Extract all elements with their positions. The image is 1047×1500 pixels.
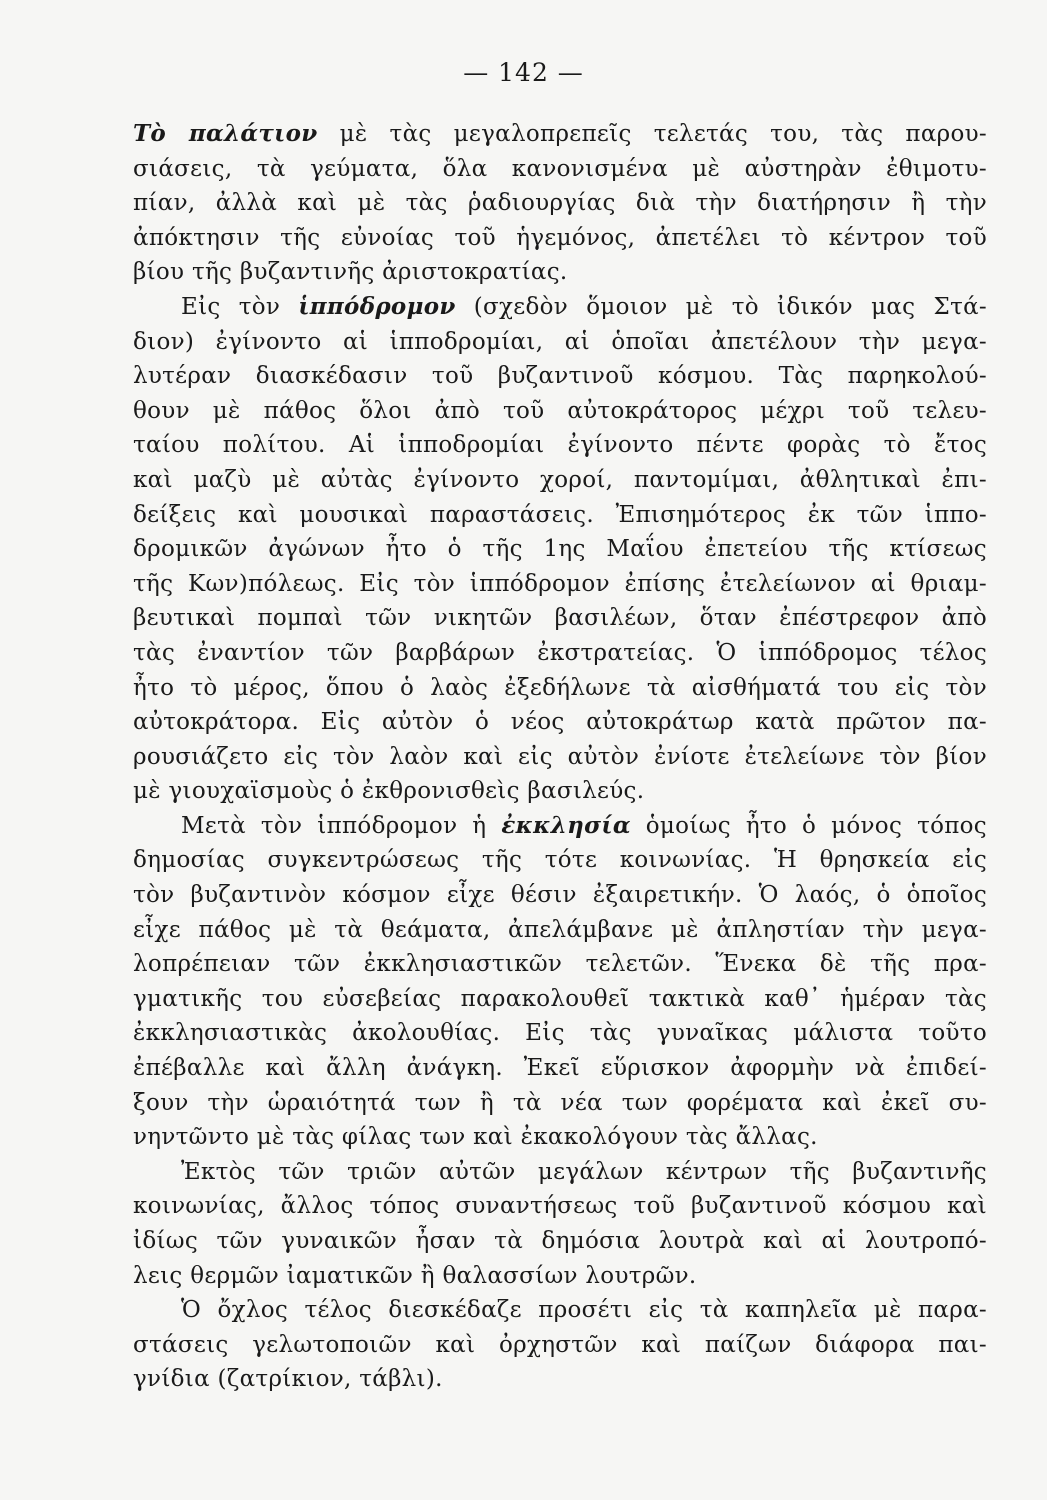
text-line [133, 532, 987, 567]
page-number: — 142 — [463, 58, 584, 87]
line-text: βίου τῆς βυζαντινῆς ἀριστοκρατίας. [133, 259, 568, 286]
line-text: ἰδίως τῶν γυναικῶν ἦσαν τὰ δημόσια λουτρὰ καὶ αἱ λουτροπό- [133, 1228, 987, 1254]
line-text: Ὁ ὄχλος τέλος διεσκέδαζε προσέτι εἰς τὰ καπηλεῖα μὲ παρα- [181, 1297, 987, 1324]
text-line [133, 913, 987, 948]
text-line [133, 1155, 987, 1190]
line-text: θουν μὲ πάθος ὅλοι ἀπὸ τοῦ αὐτοκράτορος μέχρι τοῦ τελευ- [133, 397, 987, 424]
line-text: εἶχε πάθος μὲ τὰ θεάματα, ἀπελάμβανε μὲ ἀπληστίαν τὴν μεγα- [133, 916, 987, 943]
text-line [133, 117, 987, 152]
text-line [133, 221, 987, 256]
text-line [133, 498, 987, 533]
line-text: ξουν τὴν ὡραιότητά των ἢ τὰ νέα των φορέματα καὶ ἐκεῖ συ- [133, 1089, 987, 1116]
line-text: ταίου πολίτου. Αἱ ἱπποδρομίαι ἐγίνοντο πέντε φορὰς τὸ ἔτος [133, 432, 987, 459]
text-line [133, 186, 987, 221]
line-text: (σχεδὸν ὅμοιον μὲ τὸ ἰδικόν μας Στά- [455, 293, 987, 320]
line-text: καὶ μαζὺ μὲ αὐτὰς ἐγίνοντο χοροί, παντομίμαι, ἀθλητικαὶ ἐπι- [133, 466, 987, 493]
line-text: μὲ τὰς μεγαλοπρεπεῖς τελετάς του, τὰς παρου- [317, 121, 987, 147]
line-text: ἐπέβαλλε καὶ ἄλλη ἀνάγκη. Ἐκεῖ εὕρισκον ἀφορμὴν νὰ ἐπιδεί- [133, 1055, 987, 1082]
text-line [133, 601, 987, 636]
line-text: Εἰς τὸν [181, 293, 299, 320]
line-text: ἦτο τὸ μέρος, ὅπου ὁ λαὸς ἐξεδήλωνε τὰ αἰσθήματά του εἰς τὸν [133, 674, 987, 701]
line-text: Ἐκτὸς τῶν τριῶν αὐτῶν μεγάλων κέντρων τῆς βυζαντινῆς [181, 1158, 987, 1185]
text-line [133, 1293, 987, 1328]
text-line [133, 705, 987, 740]
line-text: ἐκκλησιαστικὰς ἀκολουθίας. Εἰς τὰς γυναῖκας μάλιστα τοῦτο [133, 1020, 987, 1047]
line-text: δρομικῶν ἀγώνων ἦτο ὁ τῆς 1ης Μαΐου ἐπετείου τῆς κτίσεως [133, 536, 987, 563]
line-text: λυτέραν διασκέδασιν τοῦ βυζαντινοῦ κόσμου. Τὰς παρηκολού- [133, 363, 987, 390]
line-text: μὲ γιουχαϊσμοὺς ὁ ἐκθρονισθεὶς βασιλεύς. [133, 778, 645, 805]
text-line [133, 636, 987, 671]
paragraph [133, 1293, 987, 1397]
text-line [133, 1259, 987, 1294]
text-line [133, 1016, 987, 1051]
text-line [133, 878, 987, 913]
emphasized-term: ἐκκλησία [501, 811, 631, 839]
text-line [133, 982, 987, 1017]
paragraph [133, 809, 987, 1155]
line-text: κοινωνίας, ἄλλος τόπος συναντήσεως τοῦ βυζαντινοῦ κόσμου καὶ [133, 1193, 987, 1220]
line-text: ὁμοίως ἦτο ὁ μόνος τόπος [630, 812, 987, 839]
line-text: βευτικαὶ πομπαὶ τῶν νικητῶν βασιλέων, ὅταν ἐπέστρεφον ἀπὸ [133, 605, 987, 632]
line-text: τὰς ἐναντίον τῶν βαρβάρων ἐκστρατείας. Ὁ ἱππόδρομος τέλος [133, 639, 987, 666]
line-text: γνίδια (ζατρίκιον, τάβλι). [133, 1366, 443, 1393]
line-text: πίαν, ἀλλὰ καὶ μὲ τὰς ῥαδιουργίας διὰ τὴν διατήρησιν ἢ τὴν [133, 190, 987, 217]
text-line [133, 428, 987, 463]
line-text: τὸν βυζαντινὸν κόσμον εἶχε θέσιν ἐξαιρετικήν. Ὁ λαός, ὁ ὁποῖος [133, 882, 987, 909]
line-text: γματικῆς του εὐσεβείας παρακολουθεῖ τακτικὰ καθ᾽ ἡμέραν τὰς [133, 985, 987, 1012]
text-line [133, 463, 987, 498]
line-text: ρουσιάζετο εἰς τὸν λαὸν καὶ εἰς αὐτὸν ἐνίοτε ἐτελείωνε τὸν βίον [133, 743, 987, 770]
text-line [133, 567, 987, 602]
line-text: λοπρέπειαν τῶν ἐκκλησιαστικῶν τελετῶν. Ἕνεκα δὲ τῆς πρα- [133, 951, 987, 978]
text-line [133, 1224, 987, 1259]
line-text: νηντῶντο μὲ τὰς φίλας των καὶ ἐκακολόγουν τὰς ἄλλας. [133, 1124, 818, 1151]
text-line [133, 394, 987, 429]
text-line [133, 809, 987, 844]
text-line [133, 843, 987, 878]
line-text: σιάσεις, τὰ γεύματα, ὅλα κανονισμένα μὲ αὐστηρὰν ἐθιμοτυ- [133, 155, 987, 182]
line-text: διον) ἐγίνοντο αἱ ἱπποδρομίαι, αἱ ὁποῖαι ἀπετέλουν τὴν μεγα- [133, 328, 987, 355]
text-line [133, 671, 987, 706]
line-text: λεις θερμῶν ἰαματικῶν ἢ θαλασσίων λουτρῶν. [133, 1262, 697, 1289]
paragraph [133, 1155, 987, 1293]
line-text: τῆς Κων)πόλεως. Εἰς τὸν ἱππόδρομον ἐπίσης ἐτελείωνον αἱ θριαμ- [133, 570, 987, 597]
text-line [133, 325, 987, 360]
text-line [133, 1328, 987, 1363]
line-text: δείξεις καὶ μουσικαὶ παραστάσεις. Ἐπισημότερος ἐκ τῶν ἱππο- [133, 501, 987, 528]
paragraph [133, 117, 987, 290]
line-text: στάσεις γελωτοποιῶν καὶ ὀρχηστῶν καὶ παίζων διάφορα παι- [133, 1331, 987, 1358]
text-line [133, 1086, 987, 1121]
text-line [133, 947, 987, 982]
text-line [133, 359, 987, 394]
text-line [133, 740, 987, 775]
line-text: ἀπόκτησιν τῆς εὐνοίας τοῦ ἡγεμόνος, ἀπετέλει τὸ κέντρον τοῦ [133, 224, 987, 251]
emphasized-term: Τὸ παλάτιον [133, 120, 318, 147]
line-text: Μετὰ τὸν ἱππόδρομον ἡ [181, 812, 502, 839]
text-line [133, 1189, 987, 1224]
line-text: αὐτοκράτορα. Εἰς αὐτὸν ὁ νέος αὐτοκράτωρ κατὰ πρῶτον πα- [133, 709, 987, 736]
paragraph [133, 290, 987, 809]
body-text [133, 117, 987, 1397]
text-line [133, 152, 987, 187]
text-line [133, 774, 987, 809]
emphasized-term: ἱππόδρομον [298, 292, 456, 320]
text-line [133, 1362, 987, 1397]
text-line [133, 1120, 987, 1155]
text-line [133, 1051, 987, 1086]
line-text: δημοσίας συγκεντρώσεως τῆς τότε κοινωνίας. Ἡ θρησκεία εἰς [133, 847, 987, 874]
text-line [133, 255, 987, 290]
text-line [133, 290, 987, 325]
